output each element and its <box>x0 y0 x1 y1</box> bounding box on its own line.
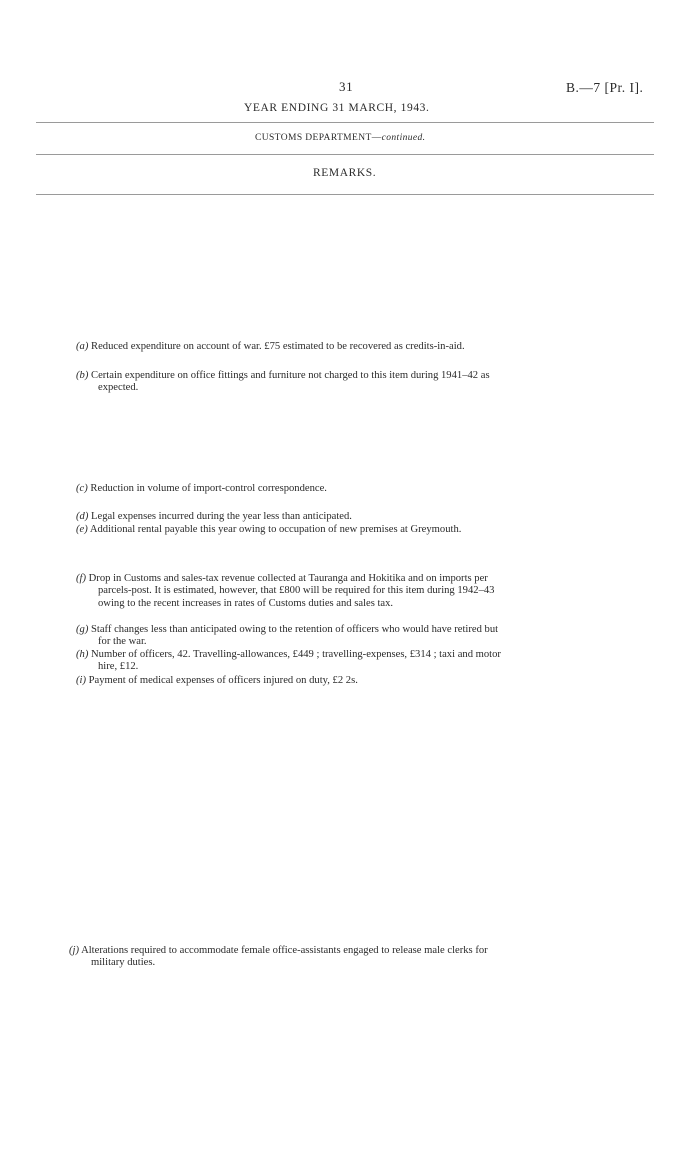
note-text: Legal expenses incurred during the year less than anticipated. <box>91 511 352 522</box>
note-g <box>76 624 616 649</box>
note-text-continued: parcels-post. It is estimated, however, that £800 will be required for this item during 1942–43 <box>98 585 495 597</box>
note-label: (b) <box>76 370 89 381</box>
note-label: (f) <box>76 573 86 584</box>
note-text: Drop in Customs and sales-tax revenue collected at Tauranga and Hokitika and on imports per <box>88 573 488 584</box>
note-e <box>76 524 616 536</box>
note-label: (a) <box>76 341 89 352</box>
note-text-continued: military duties. <box>91 957 156 969</box>
note-text: Number of officers, 42. Travelling-allowances, £449 ; travelling-expenses, £314 ; taxi and motor <box>91 649 501 660</box>
note-i <box>76 675 616 687</box>
note-label: (g) <box>76 624 89 635</box>
year-line: YEAR ENDING 31 MARCH, 1943. <box>244 102 430 114</box>
note-text: Additional rental payable this year owing to occupation of new premises at Greymouth. <box>89 524 462 535</box>
header-rule-1 <box>36 122 654 123</box>
note-b <box>76 370 616 395</box>
note-label: (j) <box>69 945 79 956</box>
page-number: 31 <box>339 79 354 94</box>
note-label: (e) <box>76 524 88 535</box>
note-label: (h) <box>76 649 89 660</box>
header-rule-3 <box>36 194 654 195</box>
note-label: (i) <box>76 675 86 686</box>
note-text-continued: for the war. <box>98 636 147 648</box>
section-title: REMARKS. <box>313 167 377 179</box>
note-a <box>76 341 616 353</box>
note-text: Reduction in volume of import-control correspondence. <box>90 483 327 494</box>
note-c <box>76 483 616 495</box>
document-reference: B.—7 [Pr. I]. <box>566 80 644 95</box>
note-text: Certain expenditure on office fittings and furniture not charged to this item during 1941–42 as <box>91 370 490 381</box>
note-h <box>76 649 616 674</box>
note-text-continued: hire, £12. <box>98 661 139 673</box>
note-label: (c) <box>76 483 88 494</box>
note-d <box>76 511 616 523</box>
header-rule-2 <box>36 154 654 155</box>
note-text: Reduced expenditure on account of war. £75 estimated to be recovered as credits-in-aid. <box>91 341 465 352</box>
department-line <box>255 133 425 143</box>
note-f <box>76 573 616 610</box>
note-label: (d) <box>76 511 89 522</box>
note-text: Staff changes less than anticipated owing to the retention of officers who would have retired but <box>91 624 499 635</box>
note-text-continued: expected. <box>98 382 139 394</box>
note-text: Alterations required to accommodate female office-assistants engaged to release male clerks for <box>81 945 488 956</box>
note-text: Payment of medical expenses of officers injured on duty, £2 2s. <box>88 675 358 686</box>
note-j <box>69 945 624 970</box>
department-name: CUSTOMS DEPARTMENT— <box>255 133 382 143</box>
department-suffix: continued. <box>381 133 426 143</box>
note-text-continued: owing to the recent increases in rates of Customs duties and sales tax. <box>98 597 394 609</box>
